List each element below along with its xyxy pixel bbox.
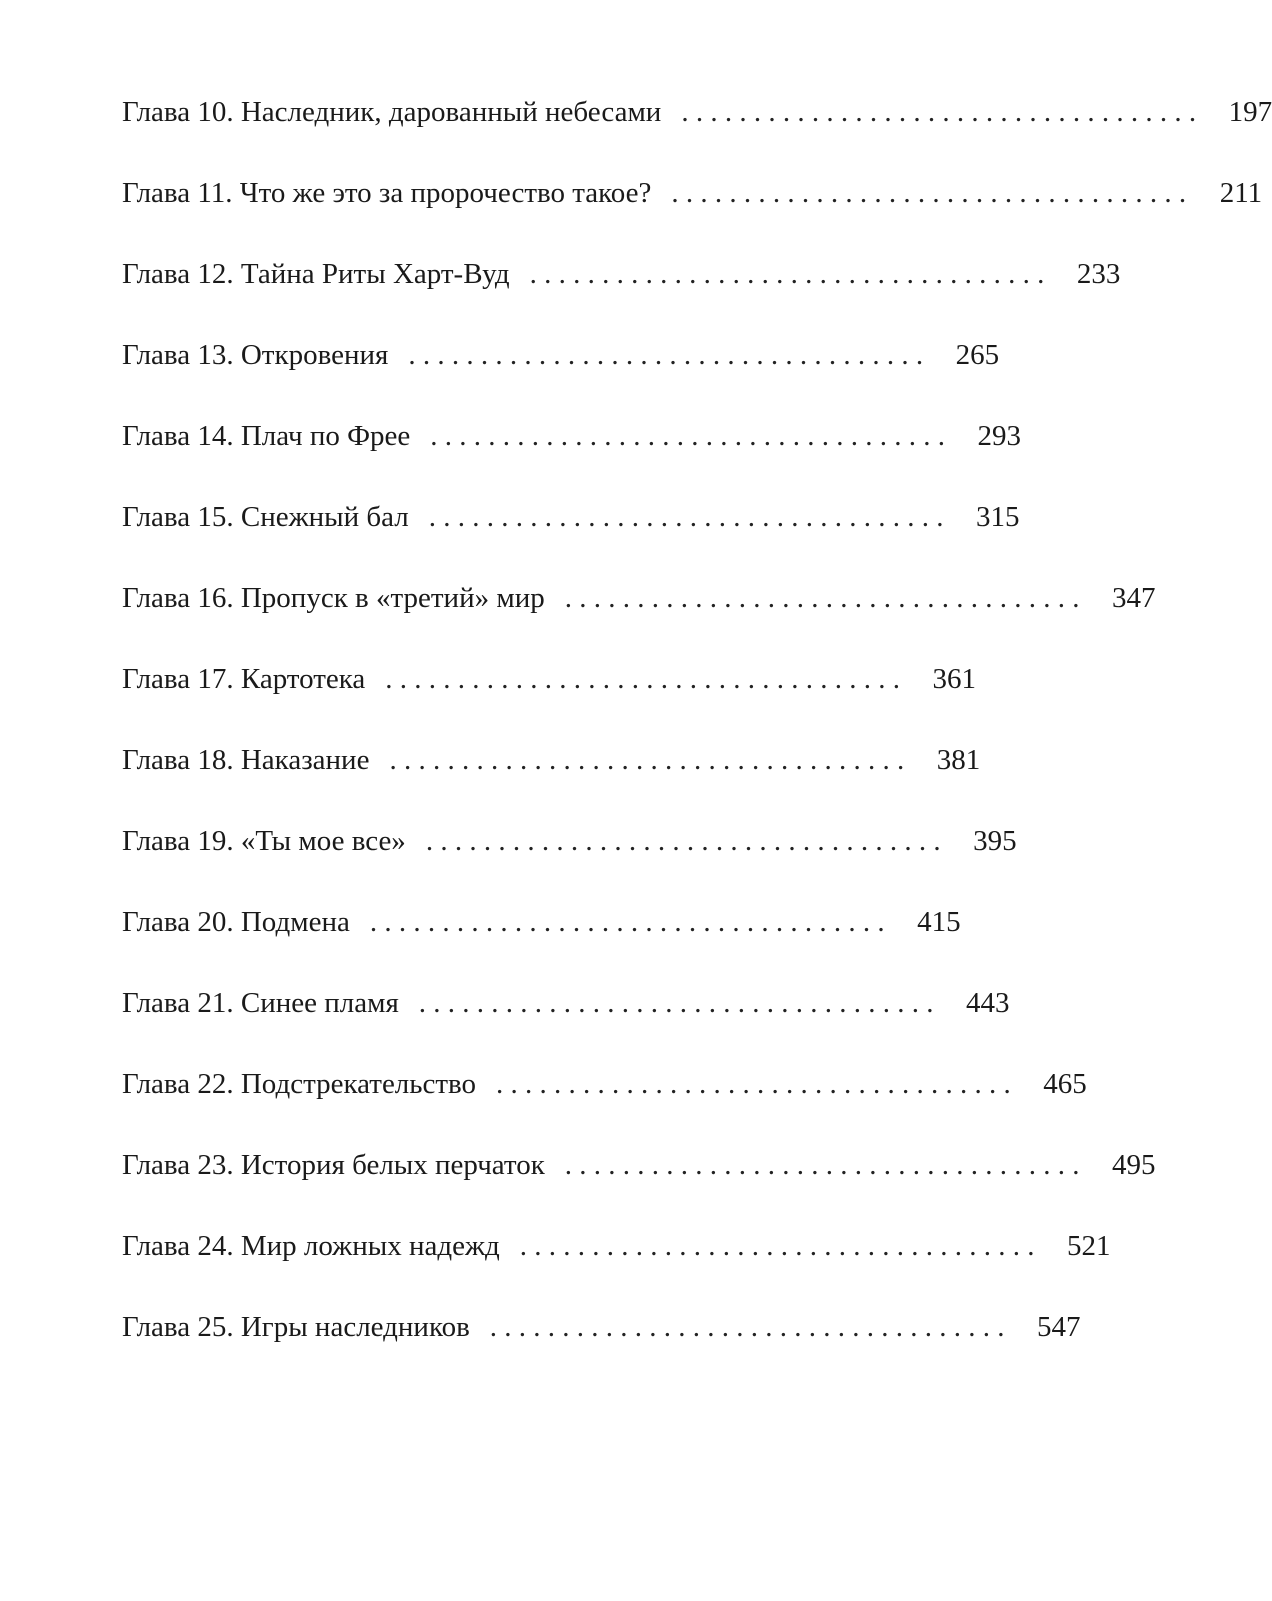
toc-entry [122,661,977,742]
dot-leader: . . . . . . . . . . . . . . . . . . . . . . . . . . . . . . . . . . . . [519,1230,1035,1262]
dot-leader: . . . . . . . . . . . . . . . . . . . . . . . . . . . . . . . . . . . . [425,825,941,857]
page-number: 315 [976,501,1020,533]
toc-entry [122,985,1010,1066]
toc-entry [122,823,1017,904]
page-number: 465 [1043,1068,1087,1100]
toc-entry [122,175,1263,256]
toc-entry [122,1147,1156,1228]
page-number: 415 [917,906,961,938]
chapter-title: Глава 13. Откровения [122,339,389,371]
chapter-title: Глава 16. Пропуск в «третий» мир [122,582,545,614]
toc-entry [122,742,981,823]
toc-entry [122,337,1000,418]
page-number: 361 [932,663,977,695]
chapter-title: Глава 21. Синее пламя [122,987,399,1019]
page-number: 265 [955,339,1000,371]
page-number: 381 [936,744,981,776]
toc-entry [122,1066,1087,1147]
page-number: 521 [1067,1230,1111,1262]
table-of-contents [122,94,1272,1390]
page-number: 443 [966,987,1010,1019]
toc-entry [122,94,1272,175]
toc-entry [122,1228,1111,1309]
chapter-title: Глава 23. История белых перчаток [122,1149,545,1181]
chapter-title: Глава 14. Плач по Фрее [122,420,411,452]
dot-leader: . . . . . . . . . . . . . . . . . . . . . . . . . . . . . . . . . . . . [385,663,901,695]
page-number: 347 [1111,582,1156,614]
chapter-title: Глава 10. Наследник, дарованный небесами [122,96,662,128]
chapter-title: Глава 24. Мир ложных надежд [122,1230,500,1262]
dot-leader: . . . . . . . . . . . . . . . . . . . . . . . . . . . . . . . . . . . . [564,582,1080,614]
toc-entry [122,418,1021,499]
chapter-title: Глава 15. Снежный бал [122,501,409,533]
dot-leader: . . . . . . . . . . . . . . . . . . . . . . . . . . . . . . . . . . . . [681,96,1197,128]
page-number: 395 [973,825,1017,857]
dot-leader: . . . . . . . . . . . . . . . . . . . . . . . . . . . . . . . . . . . . [369,906,885,938]
page-number: 293 [977,420,1021,452]
dot-leader: . . . . . . . . . . . . . . . . . . . . . . . . . . . . . . . . . . . . [496,1068,1011,1100]
page-number: 211 [1219,177,1263,209]
chapter-title: Глава 25. Игры наследников [122,1311,470,1343]
toc-entry [122,904,961,985]
dot-leader: . . . . . . . . . . . . . . . . . . . . . . . . . . . . . . . . . . . . [408,339,924,371]
chapter-title: Глава 11. Что же это за пророчество такое? [122,177,652,209]
dot-leader: . . . . . . . . . . . . . . . . . . . . . . . . . . . . . . . . . . . . [564,1149,1080,1181]
dot-leader: . . . . . . . . . . . . . . . . . . . . . . . . . . . . . . . . . . . . [529,258,1045,290]
chapter-title: Глава 20. Подмена [122,906,350,938]
toc-entry [122,580,1156,661]
dot-leader: . . . . . . . . . . . . . . . . . . . . . . . . . . . . . . . . . . . . [428,501,944,533]
page-number: 233 [1076,258,1121,290]
page-number: 197 [1228,96,1272,128]
toc-entry [122,256,1121,337]
chapter-title: Глава 19. «Ты мое все» [122,825,406,857]
dot-leader: . . . . . . . . . . . . . . . . . . . . . . . . . . . . . . . . . . . . [389,744,905,776]
chapter-title: Глава 22. Подстрекательство [122,1068,477,1100]
chapter-title: Глава 17. Картотека [122,663,366,695]
toc-entry [122,499,1020,580]
toc-entry [122,1309,1081,1390]
chapter-title: Глава 18. Наказание [122,744,370,776]
dot-leader: . . . . . . . . . . . . . . . . . . . . . . . . . . . . . . . . . . . . [489,1311,1005,1343]
dot-leader: . . . . . . . . . . . . . . . . . . . . . . . . . . . . . . . . . . . . [671,177,1187,209]
page-number: 495 [1112,1149,1156,1181]
page-number: 547 [1037,1311,1081,1343]
dot-leader: . . . . . . . . . . . . . . . . . . . . . . . . . . . . . . . . . . . . [430,420,945,452]
chapter-title: Глава 12. Тайна Риты Харт-Вуд [122,258,510,290]
dot-leader: . . . . . . . . . . . . . . . . . . . . . . . . . . . . . . . . . . . . [418,987,934,1019]
